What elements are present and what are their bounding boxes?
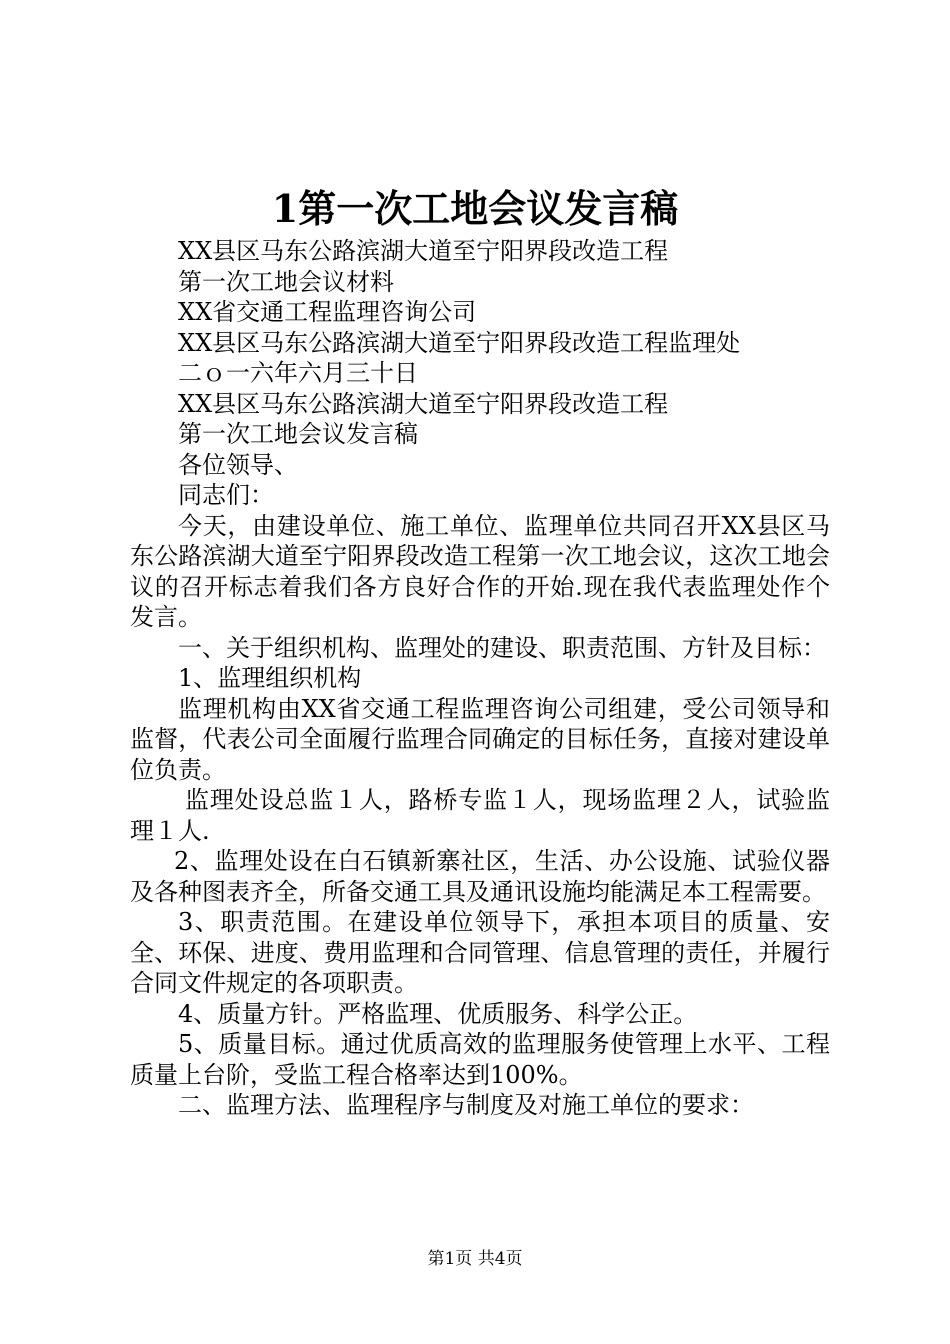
company-name-line: XX省交通工程监理咨询公司 — [178, 298, 477, 326]
opening-paragraph: 今天，由建设单位、施工单位、监理单位共同召开XX县区马东公路滨湖大道至宁阳界段改造工程第一次工地会议，这次工地会议的召开标志着我们各方良好合作的开始.现在我代表监理处作个发言。 — [130, 511, 830, 631]
organization-paragraph: 监理机构由XX省交通工程监理咨询公司组建，受公司领导和监督，代表公司全面履行监理合同确定的目标任务，直接对建设单位负责。 — [130, 694, 830, 784]
salutation-comrades: 同志们： — [178, 481, 274, 509]
project-name-line: XX县区马东公路滨湖大道至宁阳界段改造工程 — [178, 237, 669, 265]
subsection-1-heading: 1、监理组织机构 — [178, 664, 362, 692]
document-title: 1第一次工地会议发言稿 — [271, 186, 679, 231]
quality-goal-paragraph: 5、质量目标。通过优质高效的监理服务使管理上水平、工程质量上台阶，受监工程合格率达到100%。 — [130, 1030, 830, 1089]
section-two-heading: 二、监理方法、监理程序与制度及对施工单位的要求： — [178, 1091, 754, 1119]
supervision-office-line: XX县区马东公路滨湖大道至宁阳界段改造工程监理处 — [178, 328, 741, 357]
section-one-heading: 一、关于组织机构、监理处的建设、职责范围、方针及目标： — [178, 633, 826, 662]
staffing-paragraph: 监理处设总监１人，路桥专监１人，现场监理２人，试验监理１人. — [130, 786, 830, 845]
quality-policy-paragraph: 4、质量方针。严格监理、优质服务、科学公正。 — [178, 999, 698, 1028]
office-location-paragraph: 2、监理处设在白石镇新寨社区，生活、办公设施、试验仪器及各种图表齐全，所备交通工具及通讯设施均能满足本工程需要。 — [130, 847, 830, 906]
date-line: 二ｏ一六年六月三十日 — [178, 359, 418, 387]
speech-title-line: 第一次工地会议发言稿 — [178, 420, 418, 448]
salutation-leaders: 各位领导、 — [178, 450, 298, 479]
responsibility-paragraph: 3、职责范围。在建设单位领导下，承担本项目的质量、安全、环保、进度、费用监理和合同管理、信息管理的责任，并履行合同文件规定的各项职责。 — [130, 908, 830, 997]
page-number-footer: 第1页 共4页 — [427, 1249, 523, 1269]
project-name-line-2: XX县区马东公路滨湖大道至宁阳界段改造工程 — [178, 389, 669, 418]
document-body — [130, 236, 830, 1121]
material-title-line: 第一次工地会议材料 — [178, 267, 394, 296]
